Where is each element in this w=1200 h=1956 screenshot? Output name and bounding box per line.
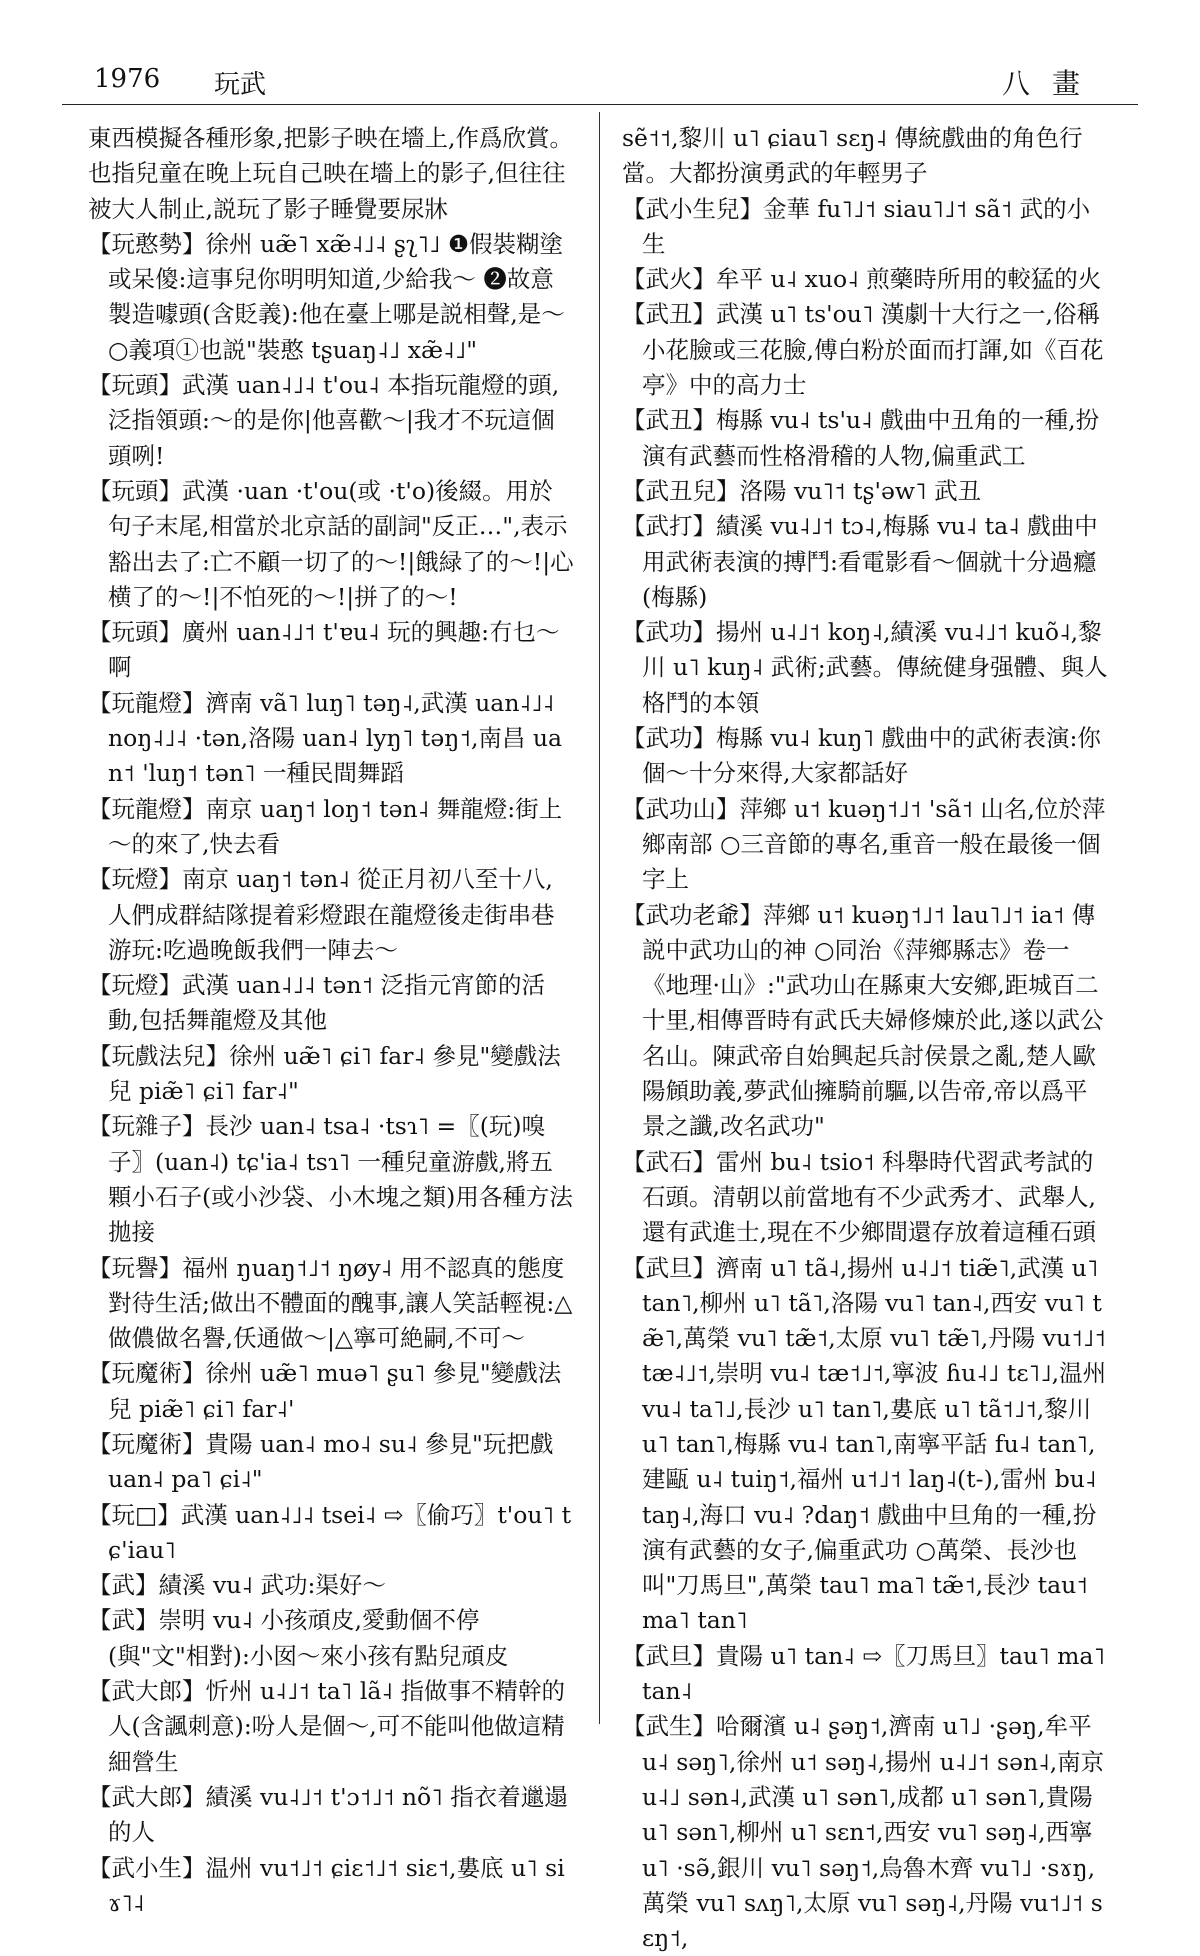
dictionary-entry: 【武功】揚州 u˨˩˦ koŋ˨,績溪 vu˨˩˦ kuõ˨,黎川 u˥ kuŋ˨ 武術;武藝。傳統健身强體、與人格鬥的本領 [622,618,1108,717]
dictionary-entry: 【武丑】武漢 u˥ ts'ou˥ 漢劇十大行之一,俗稱小花臉或三花臉,傅白粉於面而打諢,如《百花亭》中的高力士 [622,300,1104,400]
dictionary-entry: 【武功山】萍鄉 u˦ kuəŋ˦˩˦ 'sã˦ 山名,位於萍鄉南部 ○三音節的專名,重音一般在最後一個字上 [622,794,1106,894]
dictionary-entry: 【玩戲法兒】徐州 uæ̃˥ ɕi˥ far˨ 參見"變戲法兒 piæ̃˥ ɕi˥ far˨" [88,1041,561,1106]
dictionary-entry: 【玩魔術】徐州 uæ̃˥ muə˥ ʂu˥ 參見"變戲法兒 piæ̃˥ ɕi˥ far˨' [88,1359,562,1423]
dictionary-entry: sẽ˦˦,黎川 u˥ ɕiau˥ sɛŋ˨ 傳統戲曲的角色行當。大都扮演勇武的年輕男子 [622,124,1083,188]
dictionary-entry: 【玩龍燈】南京 uaŋ˦ loŋ˦ tən˨ 舞龍燈:街上～的來了,快去看 [88,794,563,858]
dictionary-entry: 【玩燈】南京 uaŋ˦ tən˨ 從正月初八至十八,人們成群結隊提着彩燈跟在龍燈後走街串巷游玩:吃過晚飯我們一陣去～ [88,865,555,964]
header-rule [62,104,1138,105]
dictionary-entry: 【武大郎】績溪 vu˨˩˦ t'ɔ˦˩˦ nõ˥ 指衣着邋遢的人 [88,1782,568,1847]
dictionary-entry: 【武火】牟平 u˨ xuo˨ 煎藥時所用的較猛的火 [622,265,1102,294]
dictionary-entry: 【玩燈】武漢 uan˨˩˨ tən˦ 泛指元宵節的活動,包括舞龍燈及其他 [88,971,546,1035]
right-column [622,121,1110,1956]
dictionary-entry: 【武功老爺】萍鄉 u˦ kuəŋ˦˩˦ lau˥˩˦ ia˦ 傳説中武功山的神 ○同治《萍鄉縣志》卷一《地理·山》:"武功山在縣東大安鄉,距城百二十里,相傳晋時有武氏夫婦修煉於此,遂以武公名山。陳武帝自始興起兵討侯景之亂,楚人歐陽頠助義,夢武仙擁騎前驅,以告帝,帝以爲平景之讖,改名武功" [622,900,1104,1141]
dictionary-entry: 【玩魔術】貴陽 uan˨ mo˨ su˨ 參見"玩把戲 uan˨ pa˥ ɕi˨" [88,1429,554,1494]
dictionary-entry: 【玩頭】武漢 ·uan ·t'ou(或 ·t'o)後綴。用於句子末尾,相當於北京話的副詞"反正…",表示豁出去了:亡不顧一切了的～!|餓緑了的～!|心横了的～!|不怕死的～!|拼了的～! [88,476,574,611]
dictionary-entry: 【玩頭】武漢 uan˨˩˨ t'ou˨ 本指玩龍燈的頭,泛指領頭:～的是你|他喜歡～|我才不玩這個頭咧! [88,371,560,470]
dictionary-entry: 【玩憨勢】徐州 uæ̃˥ xæ̃˨˩˨ ʂʅ˥˩ ❶假裝糊塗或呆傻:這事兒你明明知道,少給我～ ❷故意製造噱頭(含貶義):他在臺上哪是説相聲,是～ ○義項①也説"裝憨 tʂuaŋ˨˩ xæ̃˨˩" [88,229,565,364]
dictionary-entry: 【武功】梅縣 vu˨ kuŋ˥ 戲曲中的武術表演:你個～十分來得,大家都話好 [622,724,1101,788]
column-divider [599,112,600,1724]
dictionary-entry: 【玩譽】福州 ŋuaŋ˦˩˦ ŋøy˨ 用不認真的態度對待生活;做出不體面的醜事,讓人笑話輕視:△做儂做名譽,仸通做～|△寧可絶嗣,不可～ [88,1253,573,1353]
dictionary-entry: 【武大郎】忻州 u˨˩˦ ta˥ lã˨ 指做事不精幹的人(含諷刺意):吩人是個～,可不能叫他做這精細營生 [88,1677,565,1776]
dictionary-entry: 【武小生】温州 vu˦˩˦ ɕiɛ˦˩˦ siɛ˦,婁底 u˥ siɤ˥˨ [88,1853,565,1917]
running-title: 玩武 [214,70,267,100]
left-column [88,121,574,1921]
dictionary-entry: 【武丑兒】洛陽 vu˥˦ tʂ'əw˥ 武丑 [622,476,982,505]
dictionary-entry: 【武生】哈爾濱 u˨ ʂəŋ˦,濟南 u˥˩ ·ʂəŋ,牟平 u˨ səŋ˥,徐州 u˦ səŋ˨,揚州 u˨˩˦ sən˨,南京 u˨˩ sən˨,武漢 u˥ sən˥,成都 u˥ sən˥,貴陽 u˥ sən˥,柳州 u˥ sɛn˦,西安 vu˥ səŋ˨,西寧 u˥ ·sə̃,銀川 vu˥ səŋ˦,烏魯木齊 vu˥˩ ·sɤŋ,萬榮 vu˥ sʌŋ˥,太原 vu˥ səŋ˨,丹陽 vu˦˩˦ sɛŋ˦, [622,1712,1105,1953]
dictionary-entry: 【玩頭】廣州 uan˨˩˦ t'ɐu˨ 玩的興趣:冇乜～啊 [88,618,560,682]
dictionary-entry: 【玩□】武漢 uan˨˩˨ tsei˨ ⇨〖偷巧〗t'ou˥ tɕ'iau˥ [88,1500,572,1564]
dictionary-entry: 【玩雜子】長沙 uan˨ tsa˨ ·tsɿ˥ =〖(玩)嗅子〗(uan˨) tɕ'ia˨ tsɿ˥ 一種兒童游戲,將五顆小石子(或小沙袋、小木塊之類)用各種方法拋接 [88,1112,573,1247]
page-number: 1976 [94,64,161,94]
section-label: 八畫 [1001,67,1102,100]
dictionary-entry: 【武旦】貴陽 u˥ tan˨ ⇨〖刀馬旦〗tau˥ ma˥ tan˨ [622,1641,1106,1706]
dictionary-entry: 【武打】績溪 vu˨˩˦ tɔ˨,梅縣 vu˨ ta˨ 戲曲中用武術表演的搏鬥:看電影看～個就十分過癮(梅縣) [622,512,1098,611]
dictionary-entry: 【武石】雷州 bu˨ tsio˦ 科舉時代習武考試的石頭。清朝以前當地有不少武秀才、武舉人,還有武進士,現在不少鄉間還存放着這種石頭 [622,1147,1096,1247]
dictionary-entry: 【武】績溪 vu˨ 武功:渠好～ [88,1571,386,1600]
dictionary-entry: 東西模擬各種形象,把影子映在墻上,作爲欣賞。也指兒童在晚上玩自己映在墻上的影子,但往往被大人制止,説玩了影子睡覺要尿牀 [88,124,573,223]
dictionary-entry: 【武】崇明 vu˨ 小孩頑皮,愛動個不停(與"文"相對):小囡～來小孩有點兒頑皮 [88,1606,509,1670]
dictionary-entry: 【武丑】梅縣 vu˨ ts'u˨ 戲曲中丑角的一種,扮演有武藝而性格滑稽的人物,偏重武工 [622,406,1100,470]
dictionary-entry: 【武旦】濟南 u˥ tã˨,揚州 u˨˩˦ tiæ̃˥,武漢 u˥ tan˥,柳州 u˥ tã˥,洛陽 vu˥ tan˨,西安 vu˥ tæ̃˥,萬榮 vu˥ tæ̃˦,太原 vu˥ tæ̃˥,丹陽 vu˦˩˦ tæ˨˩˦,崇明 vu˨ tæ˦˩˦,寧波 ɦu˨˩ tɛ˥˩,温州 vu˨ ta˥˩,長沙 u˥ tan˥,婁底 u˥ tã˦˩˦,黎川 u˥ tan˥,梅縣 vu˨ tan˥,南寧平話 fu˨ tan˥,建甌 u˨ tuiŋ˦,福州 u˦˩˦ laŋ˨(t-),雷州 bu˨ taŋ˨,海口 vu˨ ?daŋ˦ 戲曲中旦角的一種,扮演有武藝的女子,偏重武功 ○萬榮、長沙也叫"刀馬旦",萬榮 tau˥ ma˥ tæ̃˦,長沙 tau˦ ma˥ tan˥ [622,1253,1107,1635]
dictionary-entry: 【玩龍燈】濟南 vã˥ luŋ˥ təŋ˨,武漢 uan˨˩˨ noŋ˨˩˨ ·tən,洛陽 uan˨ lyŋ˥ təŋ˦,南昌 uan˦ 'luŋ˦ tən˥ 一種民間舞蹈 [88,688,563,788]
dictionary-entry: 【武小生兒】金華 fu˥˩˦ siau˥˩˦ sã˦ 武的小生 [622,194,1091,258]
page-header [62,56,1138,104]
